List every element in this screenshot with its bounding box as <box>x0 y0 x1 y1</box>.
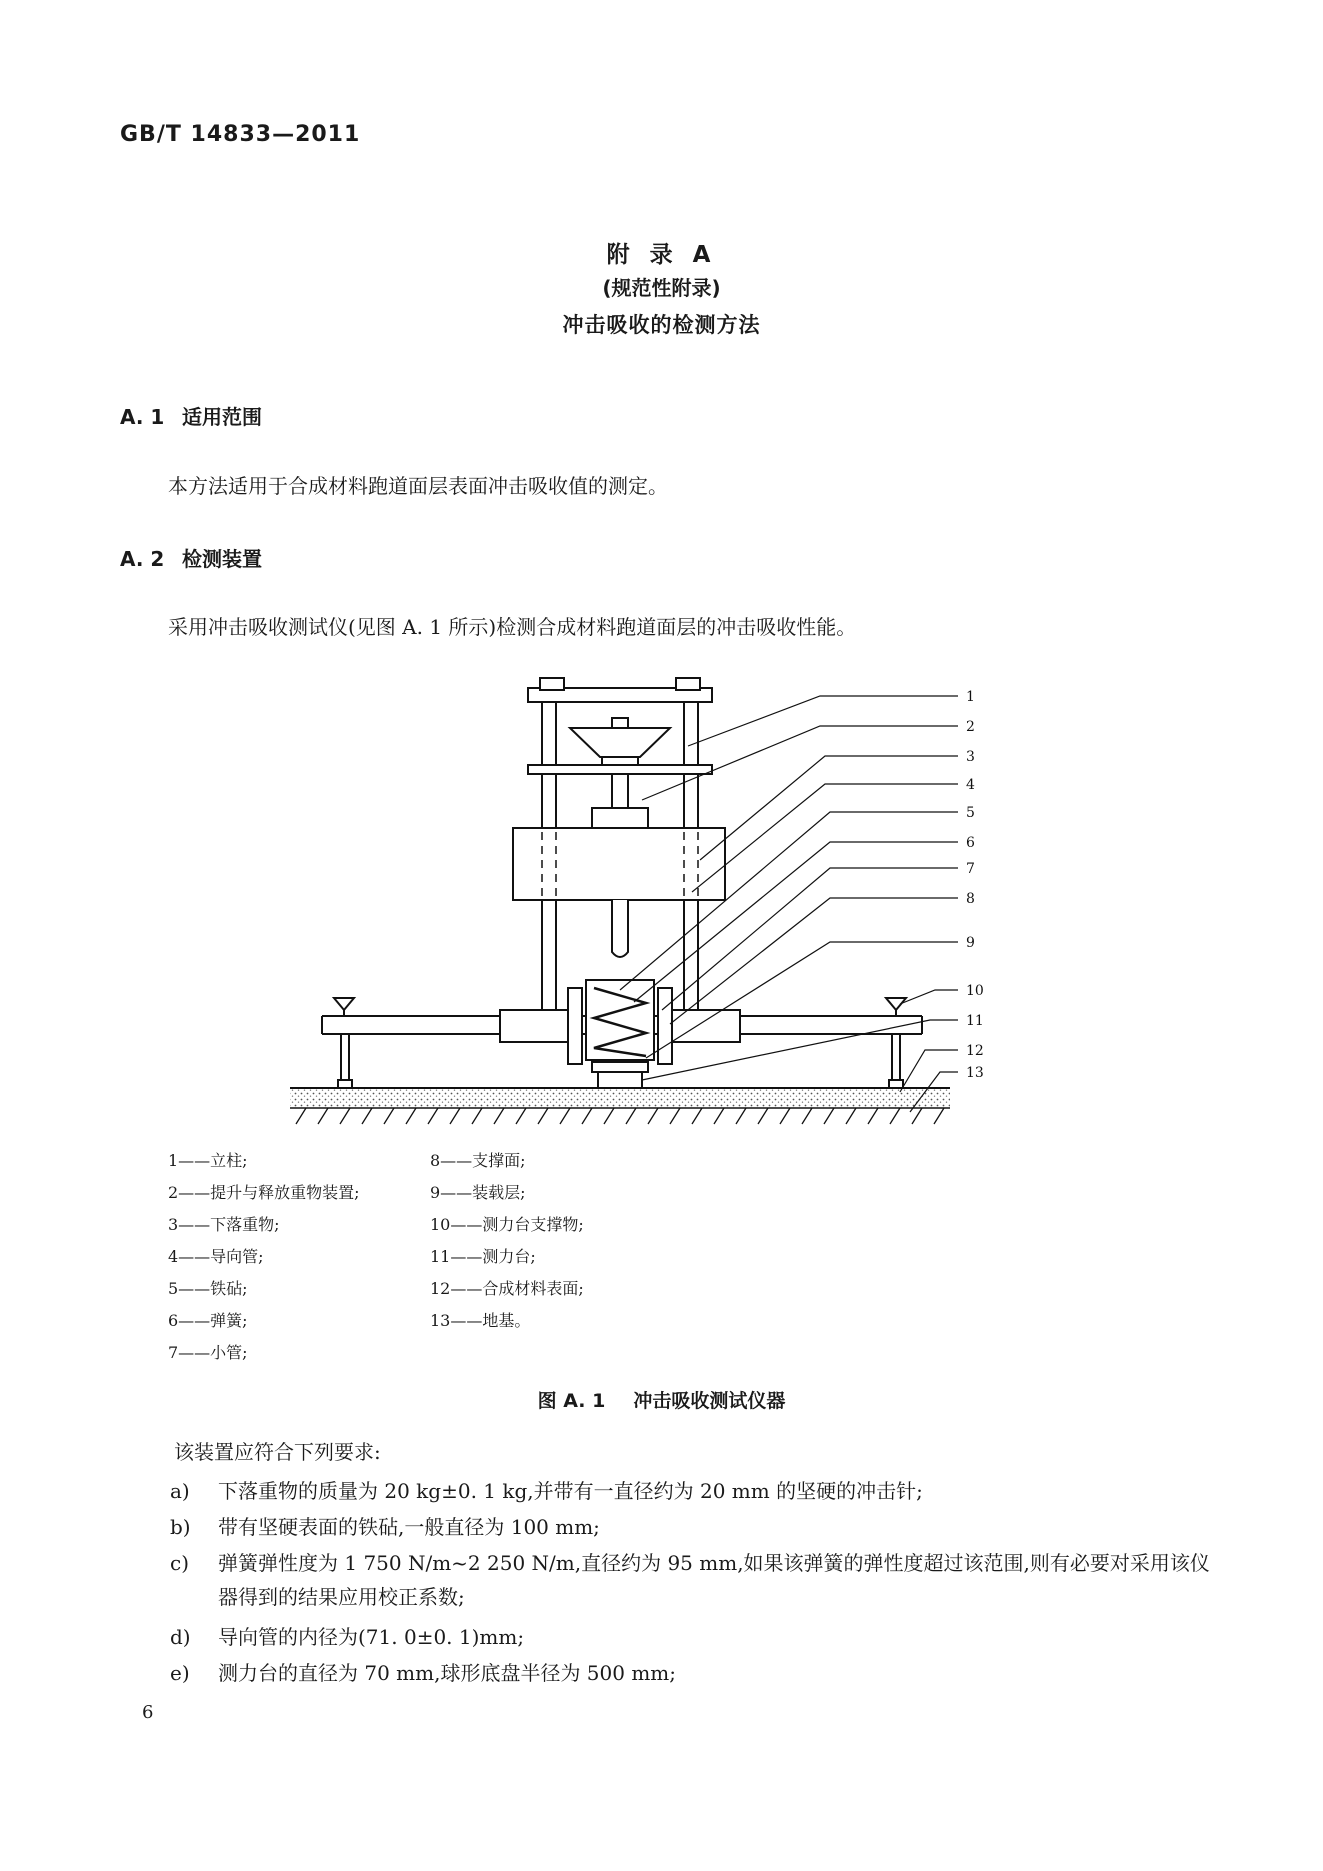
figure-title: 冲击吸收测试仪器 <box>633 1390 786 1412</box>
requirement-text: 带有坚硬表面的铁砧,一般直径为 100 mm; <box>218 1515 600 1539</box>
callout-6: 6 <box>966 835 975 851</box>
requirement-item <box>170 1474 1230 1508</box>
legend-item: 1——立柱; <box>168 1151 248 1170</box>
list-marker: b) <box>170 1515 191 1539</box>
callout-8: 8 <box>966 891 975 907</box>
list-marker: e) <box>170 1661 190 1685</box>
legend-item: 10——测力台支撑物; <box>430 1215 584 1234</box>
callout-7: 7 <box>966 861 975 877</box>
requirement-text: 弹簧弹性度为 1 750 N/m~2 250 N/m,直径约为 95 mm,如果该弹簧的弹性度超过该范围,则有必要对采用该仪器得到的结果应用校正系数; <box>218 1551 1210 1609</box>
requirement-item <box>170 1656 1230 1690</box>
section-a1-text: 本方法适用于合成材料跑道面层表面冲击吸收值的测定。 <box>168 474 668 498</box>
figure-number: 图 A. 1 <box>537 1390 606 1412</box>
requirement-text: 导向管的内径为(71. 0±0. 1)mm; <box>218 1625 525 1649</box>
page-number: 6 <box>142 1702 154 1723</box>
list-marker: d) <box>170 1625 191 1649</box>
legend-left <box>168 1148 360 1372</box>
section-number: A. 2 <box>120 547 165 571</box>
legend-item: 8——支撑面; <box>430 1151 526 1170</box>
section-number: A. 1 <box>120 405 165 429</box>
callout-12: 12 <box>966 1043 984 1059</box>
callout-10: 10 <box>966 983 984 999</box>
legend-item: 3——下落重物; <box>168 1215 280 1234</box>
callout-3: 3 <box>966 749 975 765</box>
callout-9: 9 <box>966 935 975 951</box>
requirement-item <box>170 1620 1230 1654</box>
callout-1: 1 <box>966 689 975 705</box>
legend-item: 5——铁砧; <box>168 1279 248 1298</box>
section-title: 适用范围 <box>182 405 262 429</box>
callout-11: 11 <box>966 1013 984 1029</box>
annex-subtitle: (规范性附录) <box>602 276 721 300</box>
section-heading-a2 <box>120 543 262 572</box>
legend-item: 4——导向管; <box>168 1247 264 1266</box>
section-heading-a1 <box>120 401 262 430</box>
requirement-text: 下落重物的质量为 20 kg±0. 1 kg,并带有一直径约为 20 mm 的坚硬的冲击针; <box>218 1479 923 1503</box>
requirement-item <box>170 1510 1230 1544</box>
legend-right <box>430 1148 584 1340</box>
requirement-item <box>170 1546 1230 1618</box>
requirement-text: 测力台的直径为 70 mm,球形底盘半径为 500 mm; <box>218 1661 677 1685</box>
legend-item: 2——提升与释放重物装置; <box>168 1183 360 1202</box>
section-title: 检测装置 <box>182 547 262 571</box>
annex-name: 冲击吸收的检测方法 <box>562 313 761 337</box>
list-marker: c) <box>170 1551 190 1575</box>
figure-caption <box>0 1386 1323 1413</box>
legend-item: 6——弹簧; <box>168 1311 248 1330</box>
list-marker: a) <box>170 1479 190 1503</box>
legend-item: 9——装载层; <box>430 1183 526 1202</box>
legend-item: 7——小管; <box>168 1343 248 1362</box>
legend-item: 13——地基。 <box>430 1311 531 1330</box>
impact-tester-diagram <box>0 660 1323 1130</box>
callout-13: 13 <box>966 1065 984 1081</box>
callout-5: 5 <box>966 805 975 821</box>
legend-item: 11——测力台; <box>430 1247 536 1266</box>
requirements-intro: 该装置应符合下列要求: <box>174 1440 381 1464</box>
annex-title: 附 录 A <box>606 242 717 268</box>
section-a2-text: 采用冲击吸收测试仪(见图 A. 1 所示)检测合成材料跑道面层的冲击吸收性能。 <box>168 615 857 639</box>
callout-2: 2 <box>966 719 975 735</box>
legend-item: 12——合成材料表面; <box>430 1279 584 1298</box>
standard-code: GB/T 14833—2011 <box>120 122 361 147</box>
callout-4: 4 <box>966 777 975 793</box>
